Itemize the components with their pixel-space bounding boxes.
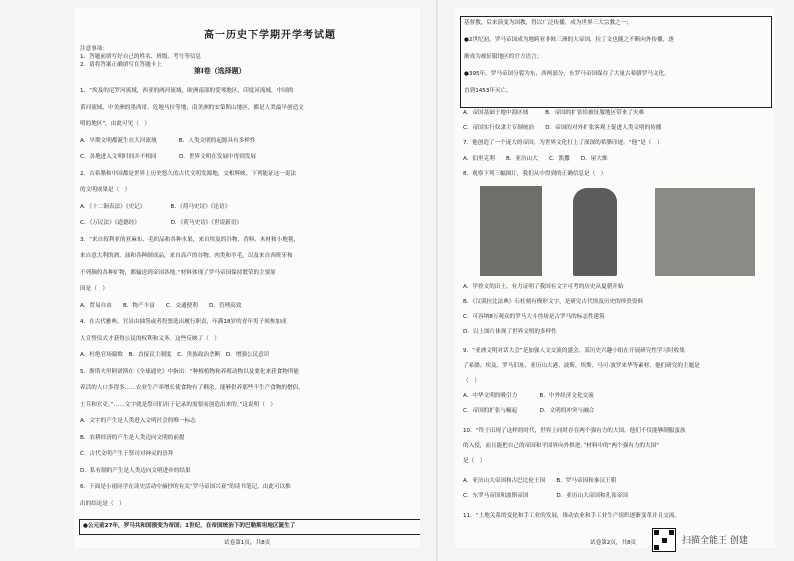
page-footer-2: 试卷第2页，共8页 [590,540,637,546]
note-line: 1．答题前填写好自己的姓名、班级、考号等信息 [80,54,202,60]
question-line: C．古代文明产生于祭司对神灵的崇拜 [80,451,174,457]
question-line: C．帝国实行奴隶主专制统治 D．帝国的对外扩张客观上促进人类文明的传播 [463,125,662,131]
page-fold [436,0,438,561]
question-line: 是（ ） [463,458,486,464]
question-line: 的文明成果是（ ） [80,187,131,193]
question-line: 不列颠的各种矿物，都输送到帝国各地。”材料体现了罗马帝国保持繁荣的主要原 [80,269,276,276]
question-line: C．《万民法》《道德经》 D．《荷马史诗》《世说新语》 [80,220,243,226]
box-line: 基督教，后来演变为国教，得以广泛传播，成为世界三大宗教之一； [464,20,632,26]
notes-box-start [79,519,420,535]
question-line: 出的结论是（ ） [80,500,125,507]
question-line: A．贸易自由 B．物产丰富 C．交通便利 D．管理高效 [80,302,242,309]
question-line: 8．观察下列三幅图片，我们从中得到的正确信息是（ ） [463,171,607,177]
question-line: 5．斯塔夫里阿诺斯在《全球通史》中指出：“种植植物和养殖动物以及要化来获食物所能 [80,368,300,375]
scanner-watermark: 扫描全能王 创建 [682,536,748,546]
question-line: 1．“埃及的尼罗河流域，西亚的两河流域，欧洲南部的爱琴地区，印度河流域，中国的 [80,88,294,94]
question-line: 人宣誓仪式才获得公民的权利和义务。这些反映了（ ） [80,335,220,342]
qr-code [652,528,676,552]
hammurabi-stele-image [573,188,617,276]
question-line: A．《十二铜表法》《史记》 B．《荷马史诗》《论语》 [80,203,231,210]
question-line: 了希腊、埃及、罗马旧址、亚历山大港、波斯、埃斯、马可·波罗来华等素材，他们研究的主题是 [463,363,700,369]
question-line: C．帝国的扩张与崛起 D．文明的冲突与融合 [463,408,595,414]
question-line: A．早期文明都诞生在大河流域 B．人类文明的起源具有多样性 [80,137,256,144]
question-line: B．《汉谟拉比法典》石柱刻有楔形文字，是研究古代埃及历史的珍贵资料 [463,299,644,305]
exam-page-2 [455,8,775,548]
question-line: 3．“来自叙利亚的亚麻布、毛织品和各种水果，来自埃及的谷物、香料、木材和小地毯， [80,236,300,243]
box-line: 渐成为被征服地区的官方语言； [464,54,543,60]
question-line: 4．在古代雅典，官员由抽签或者投票选出履行职责，年满18岁的青年男子须参加成 [80,319,287,325]
question-line: C．可容纳8万观众的罗马大斗兽场是古罗马的标志性建筑 [463,314,605,320]
question-line: A．中华文明的吸引力 B．中外经济文化交流 [463,393,594,399]
question-line: A．文字的产生是人类进入文明社会的唯一标志 [80,418,196,424]
question-line: D．以上图片体现了世界文明的多样性 [463,329,557,335]
question-line: C．各地进入文明时间并不相同 D．世界文明在发展中得到发展 [80,154,257,160]
question-line: 养活的人口多得多……农业生产率增长使食物有了剩余，能够供养那些不生产食物的僧侣、 [80,385,304,391]
box-text: ●公元前27年，罗马共和国演变为帝国；1世纪，在帝国统治下的巴勒斯坦地区诞生了 [83,523,296,529]
question-line: 因是（ ） [80,286,108,292]
question-line: 明的地区”。由此可见（ ） [80,121,151,127]
box-line: 直到1453年灭亡。 [464,88,512,94]
question-line: 6．下面是小雨同学在读史活动中摘抄的有关“罗马帝国兴衰”的读书笔记，由此可以推 [80,484,291,490]
question-line: 2．古希腊和中国都是世界上历史悠久的古代文明发源地，交相辉映。下列能证这一说法 [80,170,297,177]
box-line: ●2世纪初，罗马帝国成为地跨亚非欧三洲的大帝国，拉丁文也随之不断向外传播，逐 [464,37,674,43]
question-line: 10．“终于出现了这样的时代，世界上同时存在两个强有力的大国，他们不仅能够制服蛮族 [463,428,686,434]
question-line: 9．“亚洲文明对话大会”是加强人文交流的盛会，某历史兴趣小组在开展研究性学习时收集 [463,348,685,354]
question-line: 黄河流域、中美洲的墨西哥、危地马拉等地，南美洲的安第斯山地区，都是人类最早创造文 [80,104,304,111]
section-heading: 第I卷（选择题） [194,67,246,75]
question-line: A．帝国基础于地中海区域 B．帝国的扩张给被征服地区带来了灾难 [463,110,645,116]
page-footer-1: 试卷第1页，共8页 [224,540,271,546]
question-line: 的入侵，而且能把自己的帝国和平国界向外推进。”材料中的“两个强有力的大国” [463,443,660,449]
question-line: B．农耕经济的产生是人类迈向文明的前提 [80,434,185,441]
note-line: 注意事项： [80,46,108,52]
exam-page-1 [74,8,420,548]
question-line: 士兵和官吏。”……文字就是祭司们出于记录的需要而创造出来的。”这说明（ ） [80,401,276,408]
question-line: A．伯里克利 B．亚历山大 C．凯撒 D．屋大维 [463,156,608,162]
colosseum-image [655,188,755,276]
question-line: A．杜绝官场腐败 B．直接民主制度 C．贵族政治垄断 D．增强公民意识 [80,352,270,358]
question-line: A．甲骨文的出土，有力证明了我国有文字可考的历史从夏朝开始 [463,284,624,290]
note-line: 2．请将答案正确填写在答题卡上 [80,62,162,68]
question-line: D．私有制的产生是人类迈向文明进步的结果 [80,467,191,474]
question-line: 来自意大利的酒、油和各种制成品，来自高卢的谷物、肉类和羊毛，以及来自西班牙和 [80,253,293,259]
exam-title: 高一历史下学期开学考试题 [204,30,336,41]
box-line: ●395年，罗马帝国分裂为东、西两部分，东罗马帝国保存了大量古希腊罗马文化， [464,71,670,77]
question-line: 11．“土地关系的变化和手工业的发展，推动农业和手工业生产组织逐渐变革并且交流。 [463,513,680,519]
notes-box-continued [460,16,772,108]
question-line: C．东罗马帝国和波斯帝国 D．亚历山大帝国和孔雀帝国 [463,493,628,499]
question-line: （ ） [463,378,480,384]
oracle-bone-image [480,186,542,276]
question-line: 7．他创造了一个庞大的帝国，为世界文化打上了深深的希腊印迹。“他”是（ ） [463,140,663,146]
question-line: A．亚历山大帝国和古巴比伦王国 B．罗马帝国和秦汉王朝 [463,478,617,484]
